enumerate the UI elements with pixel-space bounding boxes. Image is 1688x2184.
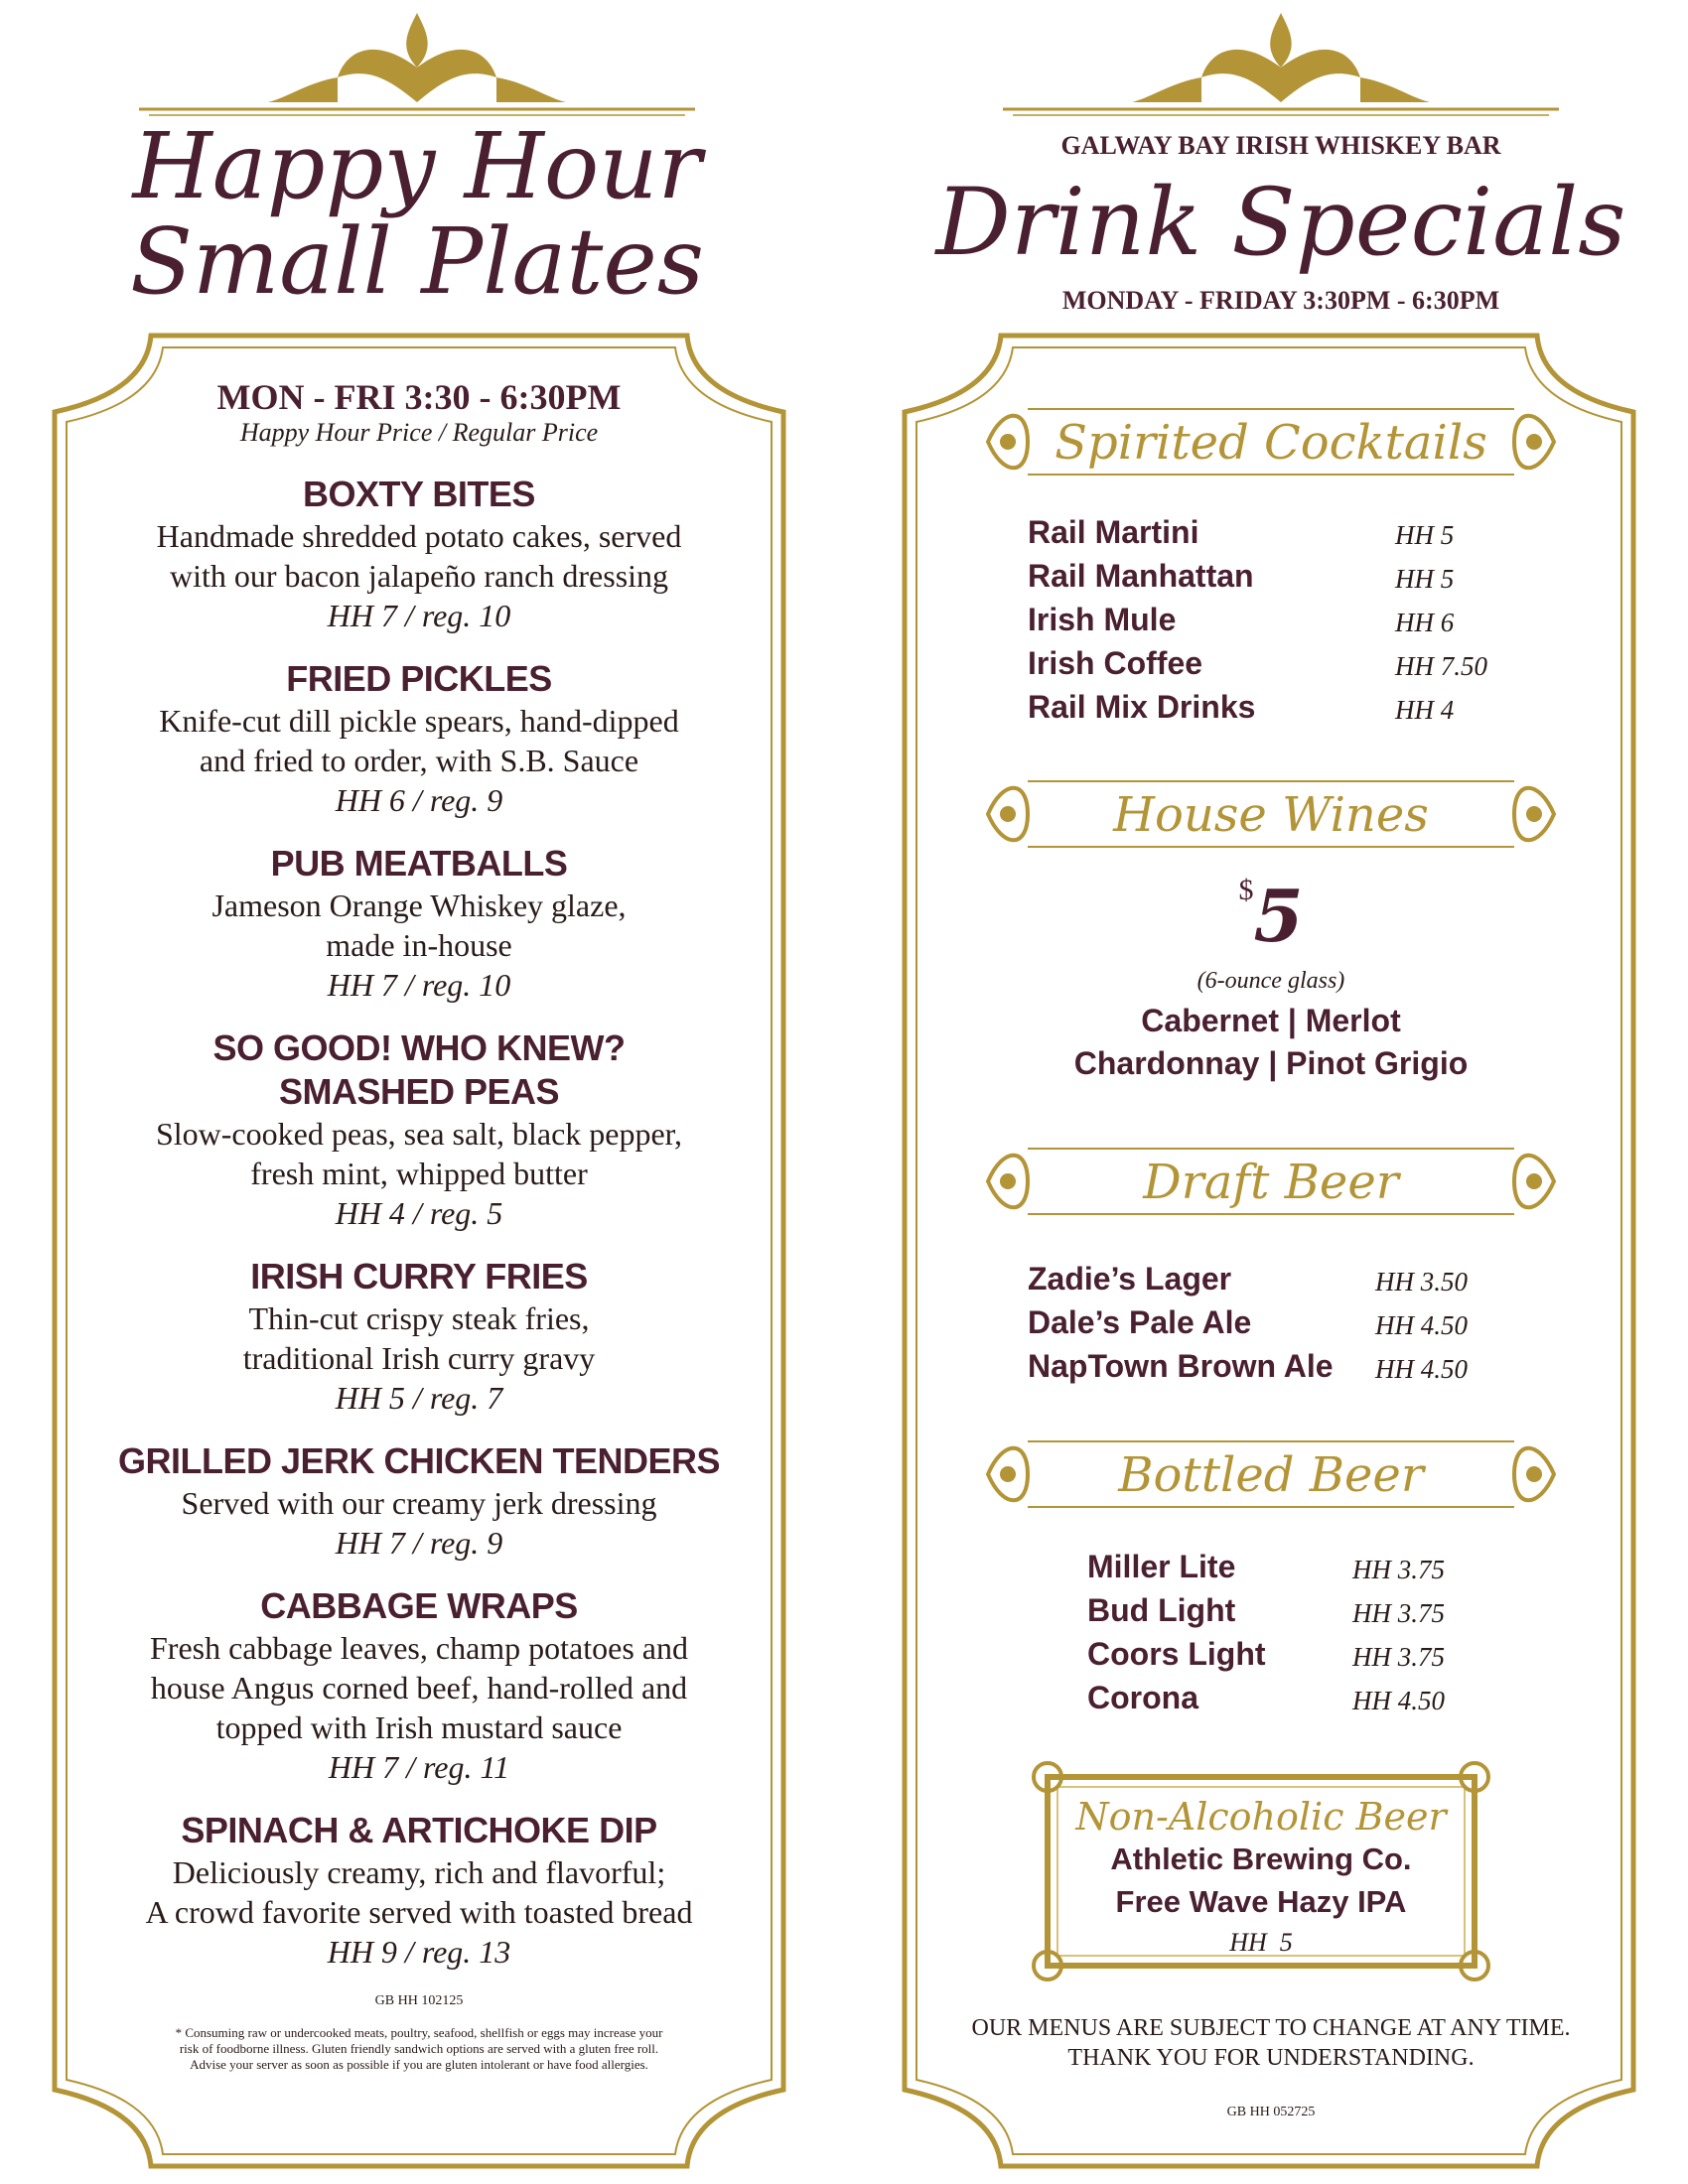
menu-item-description: with our bacon jalapeño ranch dressing	[169, 558, 669, 594]
draft-name: NapTown Brown Ale	[1028, 1348, 1334, 1384]
menu-notice-2: THANK YOU FOR UNDERSTANDING.	[1067, 2045, 1475, 2071]
menu-item-name: CABBAGE WRAPS	[260, 1585, 578, 1626]
cocktail-price: HH 4	[1395, 695, 1455, 725]
menu-item-description: Knife-cut dill pickle spears, hand-dipped	[159, 703, 679, 739]
cocktail-name: Rail Manhattan	[1028, 558, 1254, 594]
disclaimer-line: Advise your server as soon as possible if you are gluten intolerant or have food allergies.	[190, 2057, 648, 2072]
menu-item-price: HH 9 / reg. 13	[327, 1934, 511, 1970]
draft-price: HH 4.50	[1375, 1354, 1468, 1384]
left-title	[119, 113, 715, 315]
top-ornament-right	[1003, 8, 1559, 117]
cocktail-name: Irish Coffee	[1028, 645, 1203, 681]
menu-item	[91, 1439, 747, 1563]
menu-item-name: SO GOOD! WHO KNEW?	[212, 1027, 626, 1068]
menu-item-description: Served with our creamy jerk dressing	[181, 1485, 657, 1521]
draft-title: Draft Beer	[1143, 1155, 1399, 1210]
bottled-title: Bottled Beer	[1118, 1447, 1424, 1503]
cocktail-price: HH 5	[1395, 564, 1455, 594]
menu-item-description: Jameson Orange Whiskey glaze,	[211, 887, 627, 923]
menu-item-price: HH 7 / reg. 11	[328, 1749, 510, 1785]
draft-price: HH 3.50	[1375, 1267, 1468, 1297]
left-code: GB HH 102125	[374, 1993, 464, 2008]
menu-item-price: HH 6 / reg. 9	[335, 782, 503, 818]
draft-name: Dale’s Pale Ale	[1028, 1304, 1252, 1340]
bottled-name: Bud Light	[1087, 1592, 1236, 1628]
menu-item-price: HH 7 / reg. 9	[335, 1525, 503, 1561]
menu-item	[91, 657, 747, 820]
cocktail-price: HH 7.50	[1395, 651, 1487, 681]
cocktail-name: Rail Martini	[1028, 514, 1199, 550]
disclaimer-line: * Consuming raw or undercooked meats, poultry, seafood, shellfish or eggs may increase your	[175, 2025, 663, 2040]
menu-item-name: SMASHED PEAS	[278, 1071, 560, 1112]
bottled-price: HH 3.75	[1352, 1642, 1445, 1672]
menu-item-description: house Angus corned beef, hand-rolled and	[150, 1670, 688, 1706]
draft-price: HH 4.50	[1375, 1310, 1468, 1340]
cocktail-name: Irish Mule	[1028, 602, 1177, 637]
wine-glass-note: (6-ounce glass)	[1196, 968, 1345, 994]
left-title-line1: Happy Hour	[132, 113, 702, 219]
menu-item-price: HH 5 / reg. 7	[335, 1380, 503, 1416]
menu-item	[91, 1255, 747, 1418]
menu-item	[91, 1026, 747, 1233]
na-line1: Athletic Brewing Co.	[1110, 1842, 1412, 1876]
menu-item-price: HH 4 / reg. 5	[335, 1195, 503, 1231]
wine-line1: Cabernet | Merlot	[1141, 1003, 1401, 1038]
disclaimer-line: risk of foodborne illness. Gluten friendly sandwich options are served with a gluten free roll.	[179, 2041, 659, 2056]
menu-item-description: Thin-cut crispy steak fries,	[248, 1300, 590, 1336]
na-line2: Free Wave Hazy IPA	[1115, 1884, 1407, 1919]
menu-item-description: Deliciously creamy, rich and flavorful;	[172, 1854, 666, 1890]
bottled-name: Corona	[1087, 1680, 1198, 1715]
bar-name: GALWAY BAY IRISH WHISKEY BAR	[1060, 131, 1501, 160]
left-menu	[91, 377, 747, 2073]
menu-item-description: Fresh cabbage leaves, champ potatoes and	[149, 1630, 688, 1666]
cocktail-price: HH 6	[1395, 608, 1455, 637]
menu-item	[91, 842, 747, 1005]
right-code: GB HH 052725	[1226, 2105, 1316, 2119]
cocktails-title: Spirited Cocktails	[1055, 415, 1487, 471]
menu-item-name: GRILLED JERK CHICKEN TENDERS	[117, 1440, 721, 1481]
wine-price-dollar: $	[1238, 874, 1254, 906]
bottled-price: HH 3.75	[1352, 1555, 1445, 1584]
menu-notice-1: OUR MENUS ARE SUBJECT TO CHANGE AT ANY TIME.	[971, 2015, 1571, 2041]
menu-item-description: fresh mint, whipped butter	[250, 1156, 588, 1191]
draft-name: Zadie’s Lager	[1028, 1261, 1232, 1297]
na-title: Non-Alcoholic Beer	[1075, 1795, 1447, 1839]
right-days: MONDAY - FRIDAY 3:30PM - 6:30PM	[1061, 286, 1500, 315]
wines-title: House Wines	[1113, 787, 1429, 843]
menu-item-name: BOXTY BITES	[303, 474, 535, 514]
bottled-name: Miller Lite	[1087, 1549, 1236, 1584]
menu-item	[91, 1584, 747, 1787]
menu-item-description: and fried to order, with S.B. Sauce	[199, 743, 639, 778]
menu-item-price: HH 7 / reg. 10	[327, 967, 511, 1003]
menu-item-description: Slow-cooked peas, sea salt, black pepper,	[155, 1116, 683, 1152]
bottled-name: Coors Light	[1087, 1636, 1266, 1672]
menu-item-name: IRISH CURRY FRIES	[250, 1256, 588, 1297]
menu-item-description: A crowd favorite served with toasted bread	[145, 1894, 693, 1930]
menu-item	[91, 1809, 747, 1972]
left-disclaimer	[91, 2025, 747, 2073]
cocktail-price: HH 5	[1395, 520, 1455, 550]
menu-item-description: traditional Irish curry gravy	[242, 1340, 596, 1376]
right-title: Drink Specials	[935, 169, 1626, 277]
wine-price	[1172, 874, 1370, 958]
menu-item-description: made in-house	[326, 927, 512, 963]
menu-item-price: HH 7 / reg. 10	[327, 598, 511, 633]
wine-price-amount: 5	[1253, 874, 1304, 958]
left-price-note: Happy Hour Price / Regular Price	[239, 418, 599, 447]
menu-item-description: topped with Irish mustard sauce	[215, 1709, 623, 1745]
bottled-price: HH 4.50	[1352, 1686, 1445, 1715]
na-price: HH 5	[1229, 1928, 1293, 1957]
menu-item	[91, 473, 747, 635]
left-title-line2: Small Plates	[129, 208, 704, 315]
menu-item-name: PUB MEATBALLS	[270, 843, 568, 884]
menu-item-name: SPINACH & ARTICHOKE DIP	[181, 1810, 657, 1850]
bottled-price: HH 3.75	[1352, 1598, 1445, 1628]
menu-item-name: FRIED PICKLES	[286, 658, 552, 699]
cocktail-name: Rail Mix Drinks	[1028, 689, 1256, 725]
left-days: MON - FRI 3:30 - 6:30PM	[216, 377, 622, 417]
menu-item-description: Handmade shredded potato cakes, served	[156, 518, 682, 554]
top-ornament-left	[139, 8, 695, 117]
wine-line2: Chardonnay | Pinot Grigio	[1073, 1045, 1469, 1081]
